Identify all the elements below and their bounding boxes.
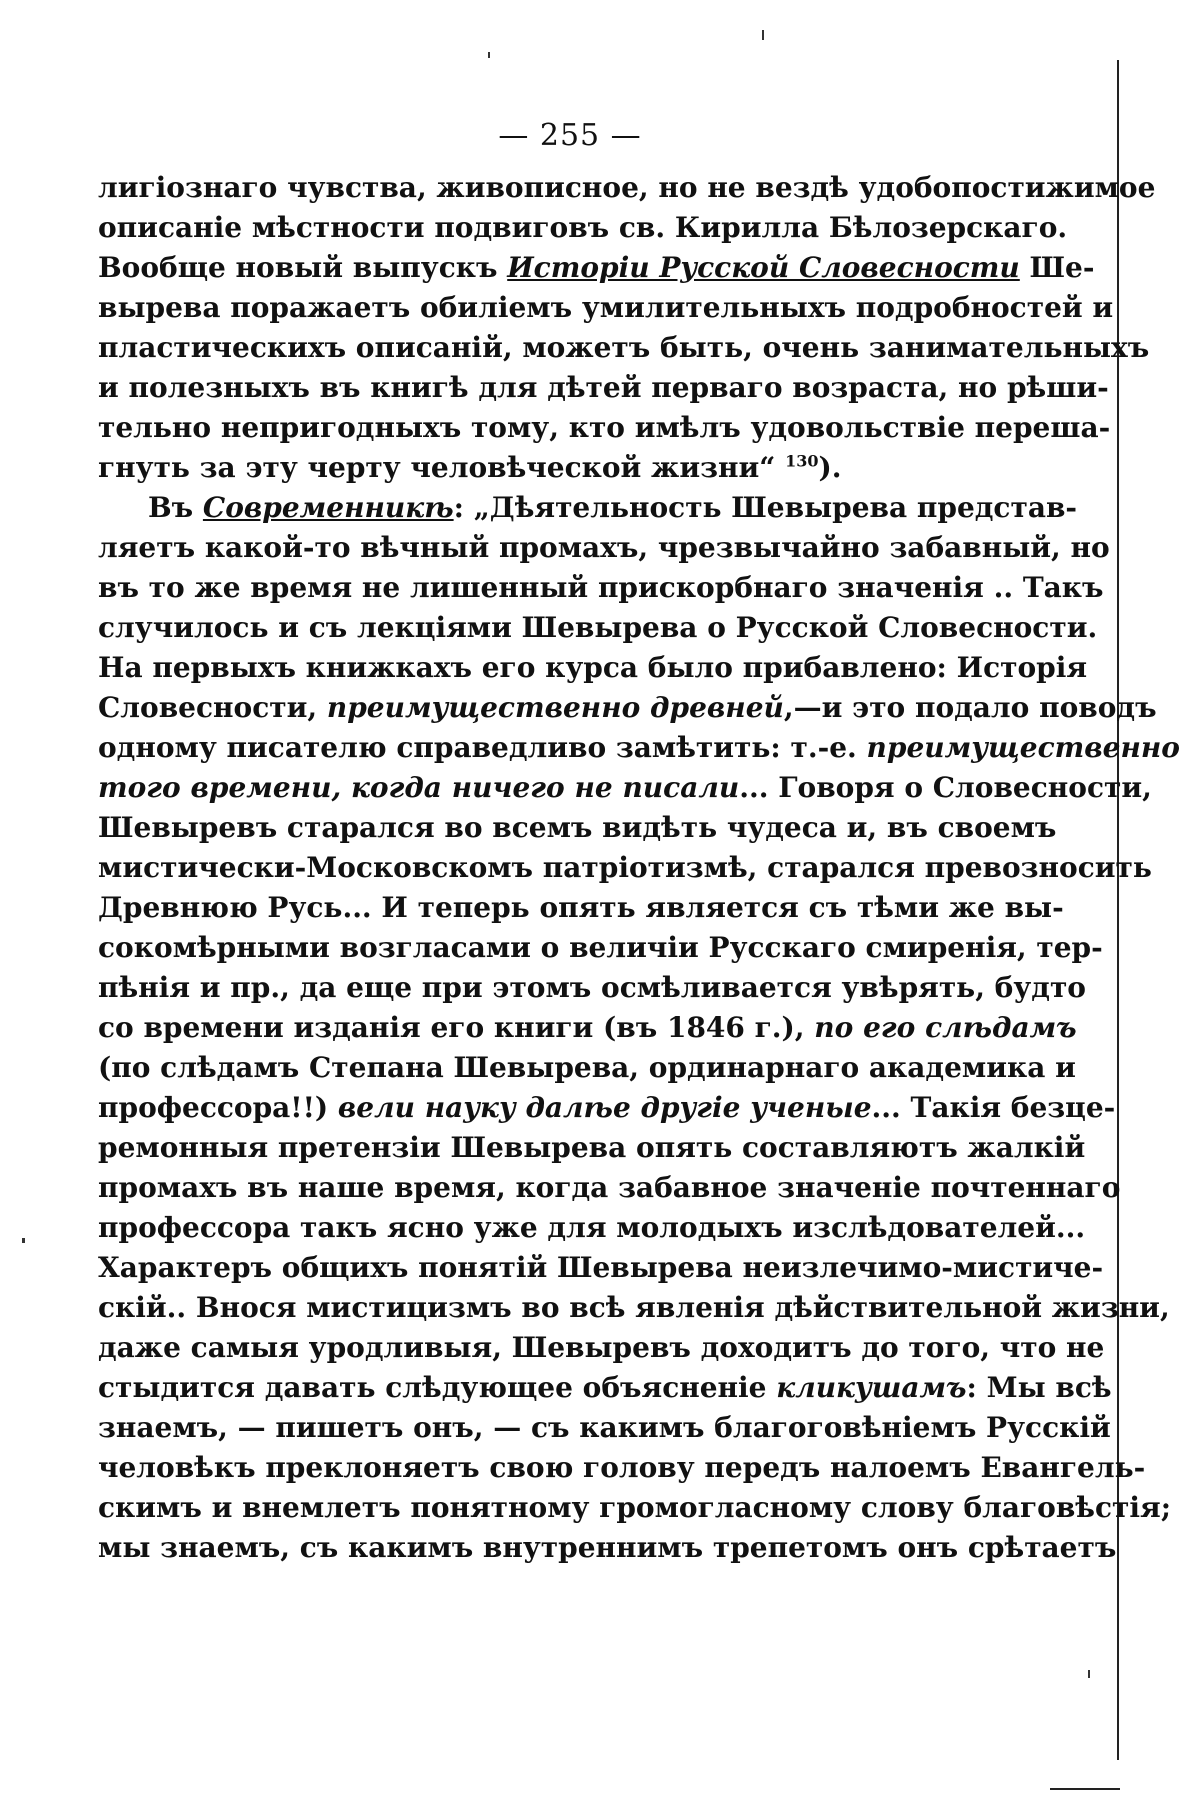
text-segment: пѣнія и пр., да еще при этомъ осмѣливается увѣрять, будто — [98, 971, 1086, 1004]
text-line — [98, 768, 1152, 808]
text-segment: Шевыревъ старался во всемъ видѣть чудеса и, въ своемъ — [98, 811, 1057, 844]
text-line — [98, 928, 1103, 968]
text-segment: преимущественно древней — [326, 691, 784, 724]
text-segment: преимущественно — [866, 731, 1180, 764]
text-segment: Древнюю Русь... И теперь опять является съ тѣми же вы- — [98, 891, 1064, 924]
text-line — [98, 648, 1088, 688]
text-line — [98, 1528, 1117, 1568]
text-line — [98, 848, 1152, 888]
text-segment: ... Такія безце- — [871, 1091, 1116, 1124]
text-segment: скимъ и внемлетъ понятному громогласному слову благовѣстія; — [98, 1491, 1172, 1524]
text-segment: Ше- — [1019, 251, 1095, 284]
text-line — [98, 1368, 1112, 1408]
text-line — [98, 1448, 1146, 1488]
text-segment: сокомѣрными возгласами о величіи Русскаго смиренія, тер- — [98, 931, 1103, 964]
text-segment: со времени изданія его книги (въ 1846 г.), — [98, 1011, 815, 1044]
text-line — [98, 208, 1068, 248]
scan-speck — [22, 1238, 25, 1243]
text-line — [98, 968, 1086, 1008]
text-line — [98, 568, 1104, 608]
body-text — [98, 168, 1180, 1568]
text-segment: въ то же время не лишенный прискорбнаго значенія .. Такъ — [98, 571, 1104, 604]
text-segment: того времени, когда ничего не писали — [98, 771, 740, 804]
text-line — [98, 328, 1150, 368]
text-segment: гнуть за эту черту человѣческой жизни“ — [98, 451, 786, 484]
text-line — [98, 808, 1057, 848]
text-line — [98, 688, 1157, 728]
page-corner-line — [1050, 1788, 1120, 1790]
text-segment: знаемъ, — пишетъ онъ, — съ какимъ благоговѣніемъ Русскій — [98, 1411, 1111, 1444]
text-line — [98, 408, 1111, 448]
page-number: — 255 — — [498, 118, 642, 153]
text-segment: профессора!!) — [98, 1091, 338, 1124]
text-line — [98, 368, 1109, 408]
text-line — [98, 1328, 1105, 1368]
text-segment: ремонныя претензіи Шевырева опять составляютъ жалкій — [98, 1131, 1086, 1164]
text-segment: мы знаемъ, съ какимъ внутреннимъ трепетомъ онъ срѣтаетъ — [98, 1531, 1117, 1564]
scan-speck — [488, 52, 490, 58]
text-segment: пластическихъ описаній, можетъ быть, очень занимательныхъ — [98, 331, 1150, 364]
text-segment: стыдится давать слѣдующее объясненіе — [98, 1371, 777, 1404]
footnote-ref: 130 — [785, 451, 819, 471]
text-line — [98, 608, 1098, 648]
text-segment: по его слѣдамъ — [814, 1011, 1077, 1044]
text-segment: Въ — [148, 491, 203, 524]
text-segment: человѣкъ преклоняетъ свою голову передъ налоемъ Евангель- — [98, 1451, 1146, 1484]
text-segment: Вообще новый выпускъ — [98, 251, 508, 284]
scan-speck — [1088, 1670, 1090, 1678]
text-line — [98, 448, 945, 488]
text-line — [98, 1128, 1086, 1168]
text-segment: Характеръ общихъ понятій Шевырева неизлечимо-мистиче- — [98, 1251, 1104, 1284]
text-line — [98, 1288, 1170, 1328]
text-segment: скій.. Внося мистицизмъ во всѣ явленія дѣйствительной жизни, — [98, 1291, 1170, 1324]
text-segment: тельно непригодныхъ тому, кто имѣлъ удовольствіе переша- — [98, 411, 1111, 444]
text-segment: профессора такъ ясно уже для молодыхъ изслѣдователей... — [98, 1211, 1086, 1244]
text-line — [98, 1048, 1076, 1088]
text-segment: вырева поражаетъ обиліемъ умилительныхъ подробностей и — [98, 291, 1114, 324]
text-segment: (по слѣдамъ Степана Шевырева, ординарнаго академика и — [98, 1051, 1076, 1084]
text-segment: ... Говоря о Словесности, — [739, 771, 1152, 804]
text-segment: ,—и это подало поводъ — [783, 691, 1157, 724]
text-segment: Исторіи Русской Словесности — [507, 251, 1020, 284]
text-segment: случилось и съ лекціями Шевырева о Русской Словесности. — [98, 611, 1098, 644]
text-segment: : Мы всѣ — [966, 1371, 1112, 1404]
text-segment: и полезныхъ въ книгѣ для дѣтей перваго возраста, но рѣши- — [98, 371, 1109, 404]
text-line — [98, 1008, 1077, 1048]
text-segment: ). — [818, 451, 842, 484]
text-line — [98, 1168, 1121, 1208]
text-segment: : „Дѣятельность Шевырева представ- — [453, 491, 1078, 524]
text-line — [98, 728, 1180, 768]
text-line — [98, 1208, 1086, 1248]
text-line — [98, 1408, 1111, 1448]
text-segment: мистически-Московскомъ патріотизмѣ, старался превозносить — [98, 851, 1152, 884]
text-segment: Словесности, — [98, 691, 327, 724]
text-segment: даже самыя уродливыя, Шевыревъ доходитъ до того, что не — [98, 1331, 1105, 1364]
text-line — [98, 168, 1156, 208]
text-segment: лигіознаго чувства, живописное, но не вездѣ удобопостижимое — [98, 171, 1156, 204]
scan-speck — [762, 30, 764, 40]
text-line — [98, 488, 1078, 528]
text-segment: промахъ въ наше время, когда забавное значеніе почтеннаго — [98, 1171, 1121, 1204]
text-line — [98, 1088, 1116, 1128]
text-segment: Современникѣ — [202, 491, 454, 524]
text-segment: кликушамъ — [776, 1371, 967, 1404]
text-line — [98, 1248, 1104, 1288]
text-segment: одному писателю справедливо замѣтить: т.-е. — [98, 731, 867, 764]
text-line — [98, 288, 1114, 328]
text-segment: ляетъ какой-то вѣчный промахъ, чрезвычайно забавный, но — [98, 531, 1110, 564]
text-line — [98, 1488, 1172, 1528]
text-line — [98, 248, 1095, 288]
text-segment: На первыхъ книжкахъ его курса было прибавлено: Исторія — [98, 651, 1088, 684]
text-segment: вели науку далѣе другіе ученые — [337, 1091, 872, 1124]
text-line — [98, 528, 1110, 568]
text-segment: описаніе мѣстности подвиговъ св. Кирилла Бѣлозерскаго. — [98, 211, 1068, 244]
text-line — [98, 888, 1064, 928]
